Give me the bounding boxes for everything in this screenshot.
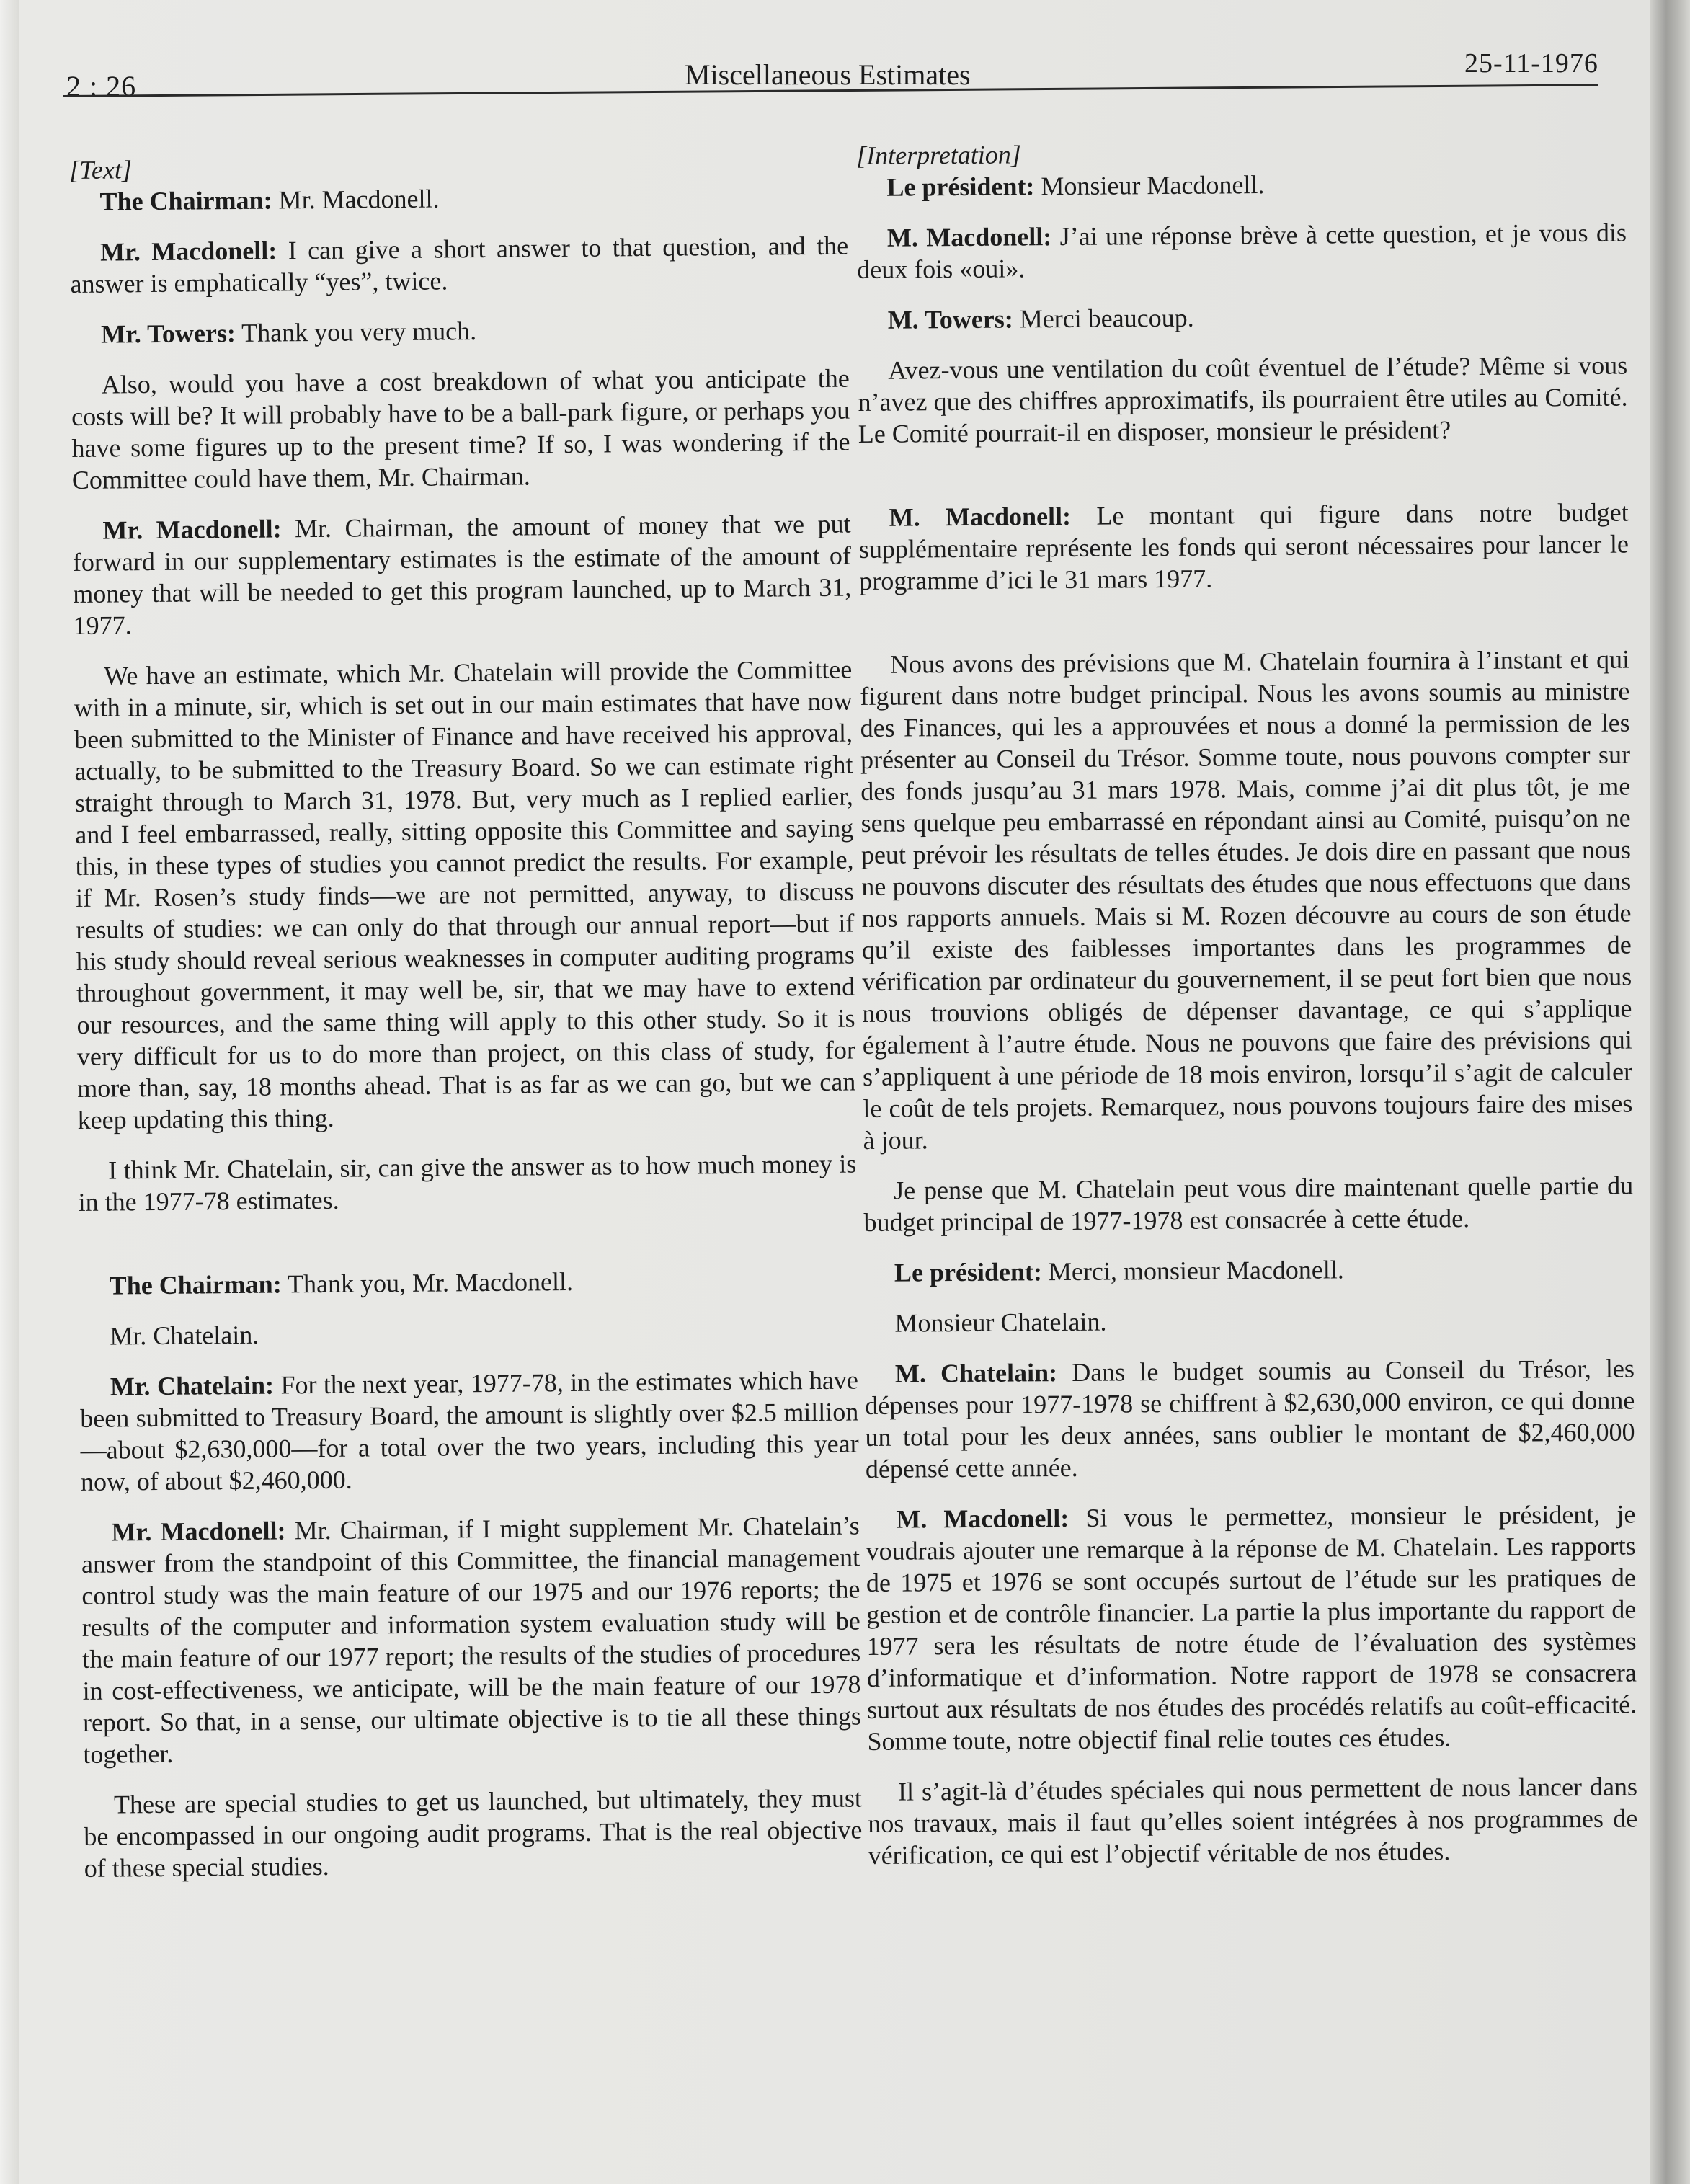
page-number: 2 : 26 (66, 70, 137, 102)
speaker: Mr. Towers: (101, 318, 236, 349)
speaker: M. Macdonell: (889, 501, 1072, 532)
paragraph-text: Mr. Macdonell. (272, 184, 440, 215)
speaker: The Chairman: (99, 185, 272, 216)
speaker: M. Macdonell: (896, 1503, 1069, 1534)
paragraph (860, 644, 1633, 1156)
speaker: Le président: (894, 1257, 1043, 1287)
running-header (0, 0, 1650, 115)
paragraph-text: We have an estimate, which Mr. Chatelain will provide the Committee with in a minute, sir, which is set out in our main estimates that have now been submitted to the Minister of Finance and have received his approval, actually, to be submitted to the Treasury Board. So we can estimate right straight through to March 31, 1978. But, very much as I replied earlier, and I feel embarrassed, really, sitting opposite this Committee and saying this, in these types of studies you cannot predict the results. For example, if Mr. Rosen’s study finds—we are not permitted, anyway, to discuss results of studies: we can only do that through our annual report—but if his study should reveal serious weaknesses in computer auditing programs throughout government, it may well be, sir, that we may have to extend our resources, and the same thing will apply to this other study. So it is very difficult for us to do more than project, on this class of study, for more than, say, 18 months ahead. That is as far as we can go, but we can keep updating this thing. (74, 654, 856, 1135)
speaker: M. Macdonell: (886, 222, 1052, 252)
section-tag: [Interpretation] (856, 140, 1021, 170)
paragraph (866, 1498, 1637, 1757)
page-edge-left (0, 0, 19, 2184)
paragraph-text: Avez-vous une ventilation du coût éventuel de l’étude? Même si vous n’avez que des chiffres approximatifs, ils pourraient être utiles au Comité. Le Comité pourrait-il en disposer, monsieur le président? (858, 350, 1628, 448)
speaker: M. Chatelain: (894, 1358, 1058, 1388)
paragraph-text: Merci, monsieur Macdonell. (1041, 1255, 1344, 1287)
paragraph-text: Monsieur Chatelain. (894, 1307, 1107, 1338)
french-column (856, 135, 1638, 1890)
paragraph-text: Si vous le permettez, monsieur le président, je voudrais ajouter une remarque à la réponse de M. Chatelain. Les rapports de 1975 et 1976 se sont occupés surtout de l’étude sur les pratiques de gestion et de contrôle financier. La partie la plus importante du rapport de 1977 sera les résultats de notre étude de l’évaluation des systèmes d’informatique et d’information. Notre rapport de 1978 se consacrera surtout aux résultats de nos études des procédés relatifs au coût-efficacité. Somme toute, notre objectif final relie toutes ces études. (866, 1499, 1637, 1756)
paragraph-text: Le montant qui figure dans notre budget supplémentaire représente les fonds qui seront nécessaires pour lancer le programme d’ici le 31 mars 1977. (858, 497, 1629, 595)
paragraph (80, 1364, 859, 1498)
paragraph (864, 1302, 1634, 1339)
speaker: Mr. Macdonell: (111, 1516, 286, 1547)
paragraph (72, 508, 851, 642)
paragraph-text: Dans le budget soumis au Conseil du Trésor, les dépenses pour 1977-1978 se chiffrent à $2,630,000 environ, ce qui donne un total pour les deux années, sans oublier le montant de $2,460,000 dépensé cette année. (865, 1354, 1635, 1483)
paragraph-text: Also, would you have a cost breakdown of what you anticipate the costs will be? It will probably have to be a ball-park figure, or perhaps you have some figures up to the present time? If so, I was wondering if the Committee could have them, Mr. Chairman. (71, 363, 850, 494)
paragraph (79, 1264, 858, 1302)
paragraph (79, 1314, 858, 1352)
paragraph-text: For the next year, 1977-78, in the estimates which have been submitted to Treasury Board, the amount is slightly over $2.5 million—about $2,630,000—for a total over the two years, including this year now, of about $2,460,000. (80, 1365, 859, 1496)
english-column (69, 148, 863, 1903)
paragraph (864, 1252, 1634, 1289)
speaker: Le président: (886, 172, 1035, 202)
paragraph (868, 1770, 1638, 1870)
paragraph (863, 1170, 1634, 1238)
speaker: The Chairman: (109, 1269, 282, 1300)
paragraph (71, 363, 850, 496)
speaker: M. Towers: (887, 304, 1013, 334)
paragraph-text: These are special studies to get us launched, but ultimately, they must be encompassed in our ongoing audit programs. That is the real objective of these special studies. (84, 1783, 863, 1883)
paragraph (69, 179, 848, 218)
paragraph (70, 230, 849, 300)
paragraph-text: Monsieur Macdonell. (1034, 170, 1265, 201)
page-gutter-right (1650, 0, 1690, 2184)
header-date: 25-11-1976 (1464, 48, 1598, 79)
paragraph-text: I think Mr. Chatelain, sir, can give the answer as to how much money is in the 1977-78 estimates. (78, 1149, 857, 1217)
paragraph (71, 312, 849, 350)
header-title: Miscellaneous Estimates (685, 58, 971, 91)
paragraph-text: Merci beaucoup. (1013, 303, 1194, 334)
spacer (860, 611, 1629, 649)
paragraph-text: Nous avons des prévisions que M. Chatelain fournira à l’instant et qui figurent dans notre budget principal. Nous les avons soumis au ministre des Finances, qui les a approuvées et nous a donné la permission de les présenter au Conseil du Trésor. Somme toute, nous pouvons compter sur des fonds jusqu’au 31 mars 1978. Mais, comme j’ai dit plus tôt, je me sens quelque peu embarrassé en répondant ainsi au Comité, puisqu’on ne peut prévoir les résultats de telles études. Je dois dire en passant que nous ne pouvons discuter des résultats des études que nous effectuons que dans nos rapports annuels. Mais si M. Rozen découvre au cours de son étude qu’il existe des faiblesses importantes dans les programmes de vérification par ordinateur du gouvernement, il se peut fort bien que nous nous trouvions obligés de dépenser davantage, ce qui s’applique également à l’autre étude. Nous ne pouvons que faire des prévisions qui s’appliquent à une période de 18 mois environ, lorsqu’il s’agit de calculer le coût de tels projets. Remarquez, nous pouvons toujours faire des mises à jour. (860, 644, 1633, 1155)
paragraph (859, 497, 1629, 597)
paragraph-text: Thank you, Mr. Macdonell. (281, 1266, 574, 1299)
paragraph-text: Il s’agit-là d’études spéciales qui nous permettent de nous lancer dans nos travaux, mais il faut qu’elles soient intégrées à nos programmes de vérification, ce qui est l’objectif véritable de nos études. (868, 1772, 1638, 1870)
section-tag: [Text] (69, 155, 133, 185)
paragraph (865, 1353, 1635, 1485)
paragraph (857, 217, 1627, 285)
paragraph (858, 299, 1627, 336)
speaker: Mr. Chatelain: (110, 1370, 275, 1401)
paragraph (858, 350, 1628, 450)
paragraph-text: J’ai une réponse brève à cette question, et je vous dis deux fois «oui». (857, 218, 1627, 284)
paragraph-text: Thank you very much. (235, 316, 477, 347)
speaker: Mr. Macdonell: (100, 236, 277, 267)
spacer (858, 463, 1628, 502)
paragraph (74, 654, 856, 1136)
paragraph (856, 167, 1626, 203)
paragraph-text: Mr. Chairman, the amount of money that we put forward in our supplementary estimates is the estimate of the amount of money that will be needed to get this program launched, up to March 31, 1977. (72, 509, 852, 640)
paragraph-text: I can give a short answer to that question, and the answer is emphatically “yes”, twice. (70, 231, 849, 298)
paragraph (81, 1510, 861, 1770)
paragraph (78, 1148, 857, 1218)
speaker: Mr. Macdonell: (102, 514, 282, 545)
paragraph-text: Mr. Chatelain. (110, 1320, 259, 1351)
paragraph (84, 1782, 863, 1883)
paragraph-text: Je pense que M. Chatelain peut vous dire maintenant quelle partie du budget principal de 1977-1978 est consacrée à cette étude. (863, 1171, 1634, 1237)
paragraph-text: Mr. Chairman, if I might supplement Mr. Chatelain’s answer from the standpoint of this Committee, the financial management control study was the main feature of our 1975 and our 1976 reports; the results of the computer and information system evaluation study will be the main feature of our 1977 report; the results of the studies of procedures in cost-effectiveness, we anticipate, will be the main feature of our 1978 report. So that, in a sense, our ultimate objective is to tie all these things together. (81, 1511, 862, 1769)
